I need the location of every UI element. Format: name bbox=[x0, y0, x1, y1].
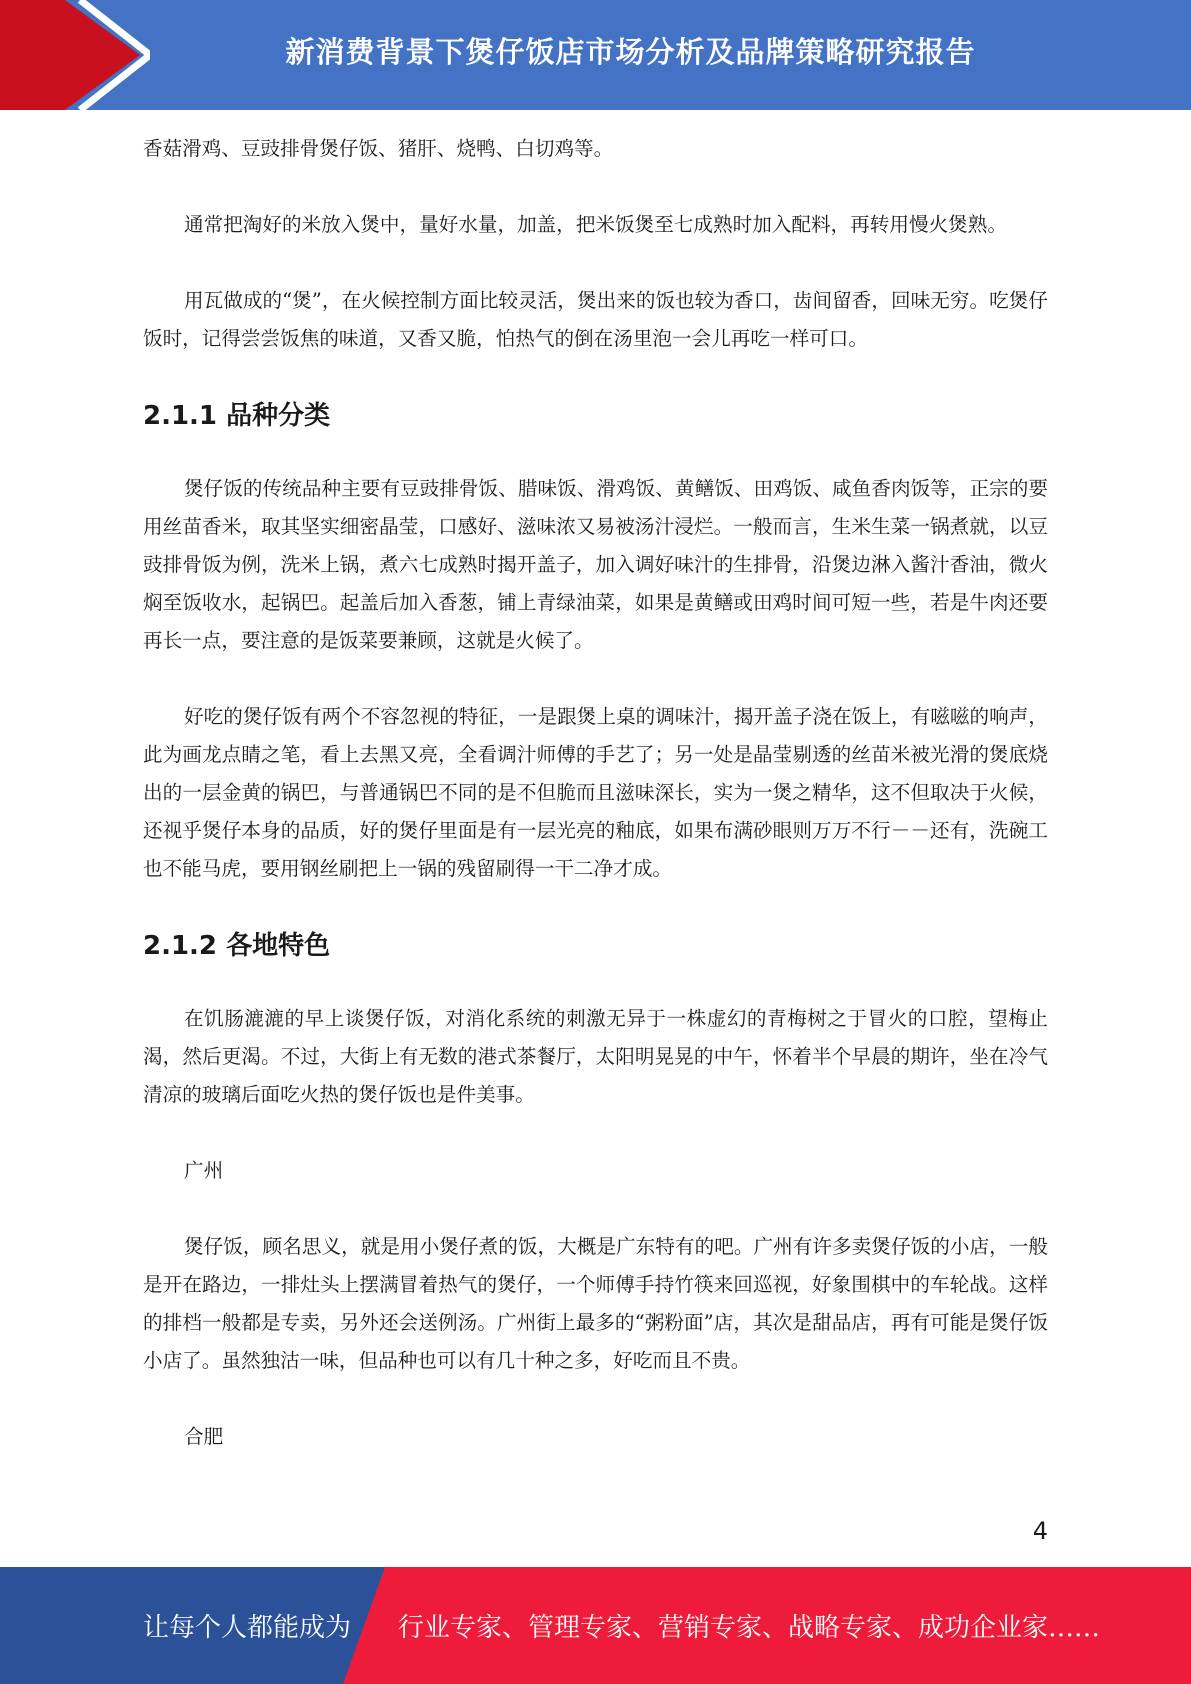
paragraph: 煲仔饭的传统品种主要有豆豉排骨饭、腊味饭、滑鸡饭、黄鳝饭、田鸡饭、咸鱼香肉饭等，正宗的要用丝苗香米，取其坚实细密晶莹，口感好、滋味浓又易被汤汁浸烂。一般而言，生米生菜一锅煮就，以豆豉排骨饭为例，洗米上锅，煮六七成熟时揭开盖子，加入调好味汁的生排骨，沿煲边淋入酱汁香油，微火焖至饭收水，起锅巴。起盖后加入香葱，铺上青绿油菜，如果是黄鳝或田鸡时间可短一些，若是牛肉还要再长一点，要注意的是饭菜要兼顾，这就是火候了。 bbox=[143, 477, 1048, 652]
paragraph: 好吃的煲仔饭有两个不容忽视的特征，一是跟煲上桌的调味汁，揭开盖子浇在饭上，有嗞嗞的响声，此为画龙点睛之笔，看上去黑又亮，全看调汁师傅的手艺了；另一处是晶莹剔透的丝苗米被光滑的煲底烧出的一层金黄的锅巴，与普通锅巴不同的是不但脆而且滋味深长，实为一煲之精华，这不但取决于火候，还视乎煲仔本身的品质，好的煲仔里面是有一层光亮的釉底，如果布满砂眼则万万不行－－还有，洗碗工也不能马虎，要用钢丝刷把上一锅的残留刷得一干二净才成。 bbox=[143, 705, 1048, 880]
paragraph: 合肥 bbox=[184, 1425, 224, 1448]
paragraph: 广州 bbox=[184, 1159, 224, 1182]
footer-slogan-left: 让每个人都能成为 bbox=[143, 1613, 352, 1643]
paragraph: 通常把淘好的米放入煲中，量好水量，加盖，把米饭煲至七成熟时加入配料，再转用慢火煲熟。 bbox=[184, 213, 1007, 236]
page-number: 4 bbox=[1032, 1517, 1048, 1545]
paragraph: 煲仔饭，顾名思义，就是用小煲仔煮的饭，大概是广东特有的吧。广州有许多卖煲仔饭的小店，一般是开在路边，一排灶头上摆满冒着热气的煲仔，一个师傅手持竹筷来回巡视，好象围棋中的车轮战。这样的排档一般都是专卖，另外还会送例汤。广州街上最多的“粥粉面”店，其次是甜品店，再有可能是煲仔饭小店了。虽然独沽一味，但品种也可以有几十种之多，好吃而且不贵。 bbox=[143, 1235, 1048, 1372]
page-header-bar bbox=[0, 0, 1191, 110]
page-footer-bar bbox=[0, 1567, 1191, 1684]
paragraph: 用瓦做成的“煲”，在火候控制方面比较灵活，煲出来的饭也较为香口，齿间留香，回味无穷。吃煲仔饭时，记得尝尝饭焦的味道，又香又脆，怕热气的倒在汤里泡一会儿再吃一样可口。 bbox=[143, 289, 1048, 350]
page-body bbox=[143, 130, 1048, 1494]
section-heading: 2.1.2 各地特色 bbox=[143, 931, 331, 961]
paragraph: 在饥肠漉漉的早上谈煲仔饭，对消化系统的刺激无异于一株虚幻的青梅树之于冒火的口腔，望梅止渴，然后更渴。不过，大街上有无数的港式茶餐厅，太阳明晃晃的中午，怀着半个早晨的期许，坐在冷气清凉的玻璃后面吃火热的煲仔饭也是件美事。 bbox=[143, 1007, 1048, 1106]
header-red-arrow-decoration bbox=[0, 0, 150, 110]
footer-slogan-right: 行业专家、管理专家、营销专家、战略专家、成功企业家…… bbox=[398, 1613, 1101, 1643]
section-heading: 2.1.1 品种分类 bbox=[143, 401, 331, 431]
report-title: 新消费背景下煲仔饭店市场分析及品牌策略研究报告 bbox=[285, 34, 976, 69]
paragraph: 香菇滑鸡、豆豉排骨煲仔饭、猪肝、烧鸭、白切鸡等。 bbox=[143, 137, 614, 160]
